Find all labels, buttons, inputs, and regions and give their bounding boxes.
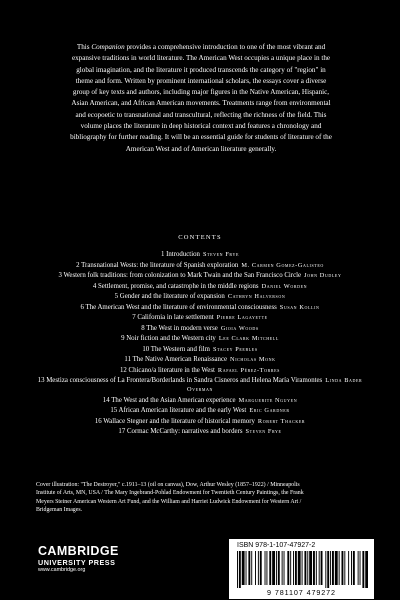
toc-entry-title: 15 African American literature and the early West — [110, 407, 247, 415]
barcode-bar — [319, 551, 320, 585]
barcode-bar — [309, 551, 312, 585]
toc-entry — [30, 292, 370, 301]
toc-entry — [30, 366, 370, 375]
table-of-contents — [30, 250, 370, 436]
toc-entry — [30, 250, 370, 259]
toc-entry-title: 4 Settlement, promise, and catastrophe in the middle regions — [92, 282, 259, 290]
barcode-bar — [242, 551, 245, 585]
publisher-subname: UNIVERSITY PRESS — [38, 558, 116, 567]
toc-entry-author: Linda Bader Overman — [186, 377, 363, 394]
barcode-bar — [353, 551, 355, 585]
toc-entry — [30, 345, 370, 354]
barcode-bar — [272, 551, 275, 585]
barcode-bar — [344, 551, 345, 585]
toc-entry — [30, 282, 370, 291]
toc-entry-author: Pierre Lagayette — [216, 314, 268, 321]
barcode-bar — [258, 551, 259, 585]
barcode-bar — [239, 551, 241, 588]
barcode-bar — [360, 551, 361, 585]
barcode-bar — [260, 551, 262, 585]
publisher-logo — [38, 545, 198, 574]
toc-entry — [30, 303, 370, 312]
barcode-bar — [298, 551, 301, 585]
toc-entry-author: Eric Gardner — [249, 407, 290, 415]
barcode-icon — [235, 551, 368, 588]
toc-entry-title: 1 Introduction — [160, 251, 200, 258]
barcode-bar — [316, 551, 317, 585]
toc-entry-title: 9 Noir fiction and the Western city — [121, 335, 216, 342]
toc-entry-title: 13 Mestiza consciousness of La Frontera/Borderlands in Sandra Cisneros and Helena María Viramontes — [37, 377, 323, 384]
barcode-bar — [284, 551, 285, 585]
barcode-bar — [304, 551, 306, 585]
toc-entry — [30, 376, 370, 394]
isbn-barcode — [229, 539, 374, 599]
toc-entry-title: 2 Transnational Wests: the literature of Spanish exploration — [76, 261, 239, 269]
barcode-bar — [330, 551, 331, 585]
barcode-bar — [313, 551, 315, 585]
toc-entry-title: 11 The Native American Renaissance — [124, 356, 228, 363]
toc-entry-title: 16 Wallace Stegner and the literature of historical memory — [94, 417, 255, 425]
barcode-bar — [358, 551, 359, 585]
barcode-bar — [269, 551, 271, 585]
toc-entry — [30, 406, 370, 415]
toc-entry-author: M. Carmen Gomez-Galisteo — [241, 261, 324, 269]
toc-entry-author: Cathryn Halverson — [227, 293, 286, 300]
toc-entry-author: Steven Frye — [245, 428, 282, 436]
barcode-bar — [365, 551, 368, 588]
toc-entry-title: 17 Cormac McCarthy: narratives and borders — [118, 428, 243, 436]
contents-heading: CONTENTS — [178, 234, 222, 241]
toc-entry-title: 3 Western folk traditions: from colonization to Mark Twain and the San Francisco Circle — [58, 272, 302, 279]
barcode-bar — [287, 551, 289, 585]
barcode-bar — [278, 551, 280, 585]
toc-entry-author: Rafael Pérez-Torres — [217, 366, 281, 374]
toc-entry-title: 7 California in late settlement — [132, 314, 214, 321]
barcode-bar — [339, 551, 340, 585]
toc-entry-author: Lee Clark Mitchell — [218, 335, 279, 342]
toc-entry-author: John Dudley — [304, 272, 342, 279]
barcode-bar — [237, 551, 238, 588]
barcode-bar — [276, 551, 277, 585]
toc-entry-author: Marguerite Nguyen — [238, 396, 298, 404]
toc-entry — [30, 396, 370, 405]
barcode-bar — [325, 551, 326, 588]
barcode-bar — [327, 551, 329, 588]
toc-entry-author: Susan Kollin — [279, 303, 320, 311]
barcode-bar — [290, 551, 291, 585]
barcode-bar — [321, 551, 323, 585]
barcode-bar — [293, 551, 294, 585]
toc-entry — [30, 427, 370, 436]
publisher-url: www.cambridge.org — [38, 567, 86, 573]
toc-entry-author: Gioia Woods — [220, 324, 259, 332]
toc-entry-author: Daniel Worden — [261, 282, 308, 290]
barcode-number: 9 781107 479272 — [267, 588, 336, 597]
toc-entry-title: 5 Gender and the literature of expansion — [114, 293, 225, 300]
barcode-bar — [342, 551, 344, 585]
toc-entry — [30, 334, 370, 343]
toc-entry — [30, 313, 370, 322]
barcode-bar — [351, 551, 352, 585]
isbn-label: ISBN 978-1-107-47927-2 — [237, 542, 316, 549]
toc-entry-title: 8 The West in modern verse — [141, 324, 218, 332]
barcode-bar — [335, 551, 338, 585]
barcode-bar — [302, 551, 303, 585]
toc-entry — [30, 324, 370, 333]
toc-entry — [30, 417, 370, 426]
barcode-bar — [251, 551, 252, 585]
toc-entry-author: Robert Thacker — [257, 417, 306, 425]
barcode-bar — [295, 551, 297, 585]
toc-entry — [30, 355, 370, 364]
barcode-bar — [282, 551, 283, 585]
barcode-bar — [307, 551, 308, 585]
toc-entry — [30, 271, 370, 280]
toc-entry-title: 6 The American West and the literature of environmental consciousness — [80, 303, 277, 311]
barcode-bar — [362, 551, 364, 588]
barcode-bar — [246, 551, 247, 585]
toc-entry-author: Nicholas Monk — [230, 356, 276, 363]
toc-entry-title: 10 The Western and film — [142, 345, 210, 353]
toc-entry-title: 12 Chicano/a literature in the West — [119, 366, 215, 374]
back-cover-blurb: This Companion provides a comprehensive introduction to one of the most vibrant and expansive traditions in world literature. The American West occupies a unique place in the global imagination, and the literature it produced transcends the category of "region" in theme and form. Written by prominent international scholars, the essays cover a diverse group of key texts and authors, including major figures in the Native American, Hispanic, Asian American, and African American movements. Treatments range from environmental and ecopoetic to transnational and transcultural, reflecting the richness of the field. This volume places the literature in deep historical context and features a chronology and bibliography for further reading. It will be an essential guide for students of literature of the American West and of American literature generally. — [70, 43, 332, 153]
toc-entry-title: 14 The West and the Asian American experience — [102, 396, 236, 404]
barcode-bar — [255, 551, 256, 585]
barcode-bar — [265, 551, 266, 585]
barcode-bar — [348, 551, 349, 585]
barcode-bar — [248, 551, 250, 585]
toc-entry-author: Steven Frye — [202, 251, 240, 258]
barcode-bar — [266, 551, 267, 585]
toc-entry-author: Stacey Peebles — [212, 345, 258, 353]
barcode-bar — [332, 551, 334, 585]
toc-entry — [30, 261, 370, 270]
publisher-name: CAMBRIDGE — [38, 544, 119, 558]
cover-illustration-credit: Cover illustration: "The Destroyer," c.1911–13 (oil on canvas), Dow, Arthur Wesley (1857–1922) / Minneapolis Institute of Arts, MN, USA / The Mary Ingebrand-Pohlad Endowment for Twentieth Century Paintings, the Frank Meyers Steiner American Western Art Fund, and the William and Harriet Ludwick Endowment for Western Art / Bridgeman Images. — [36, 482, 304, 514]
